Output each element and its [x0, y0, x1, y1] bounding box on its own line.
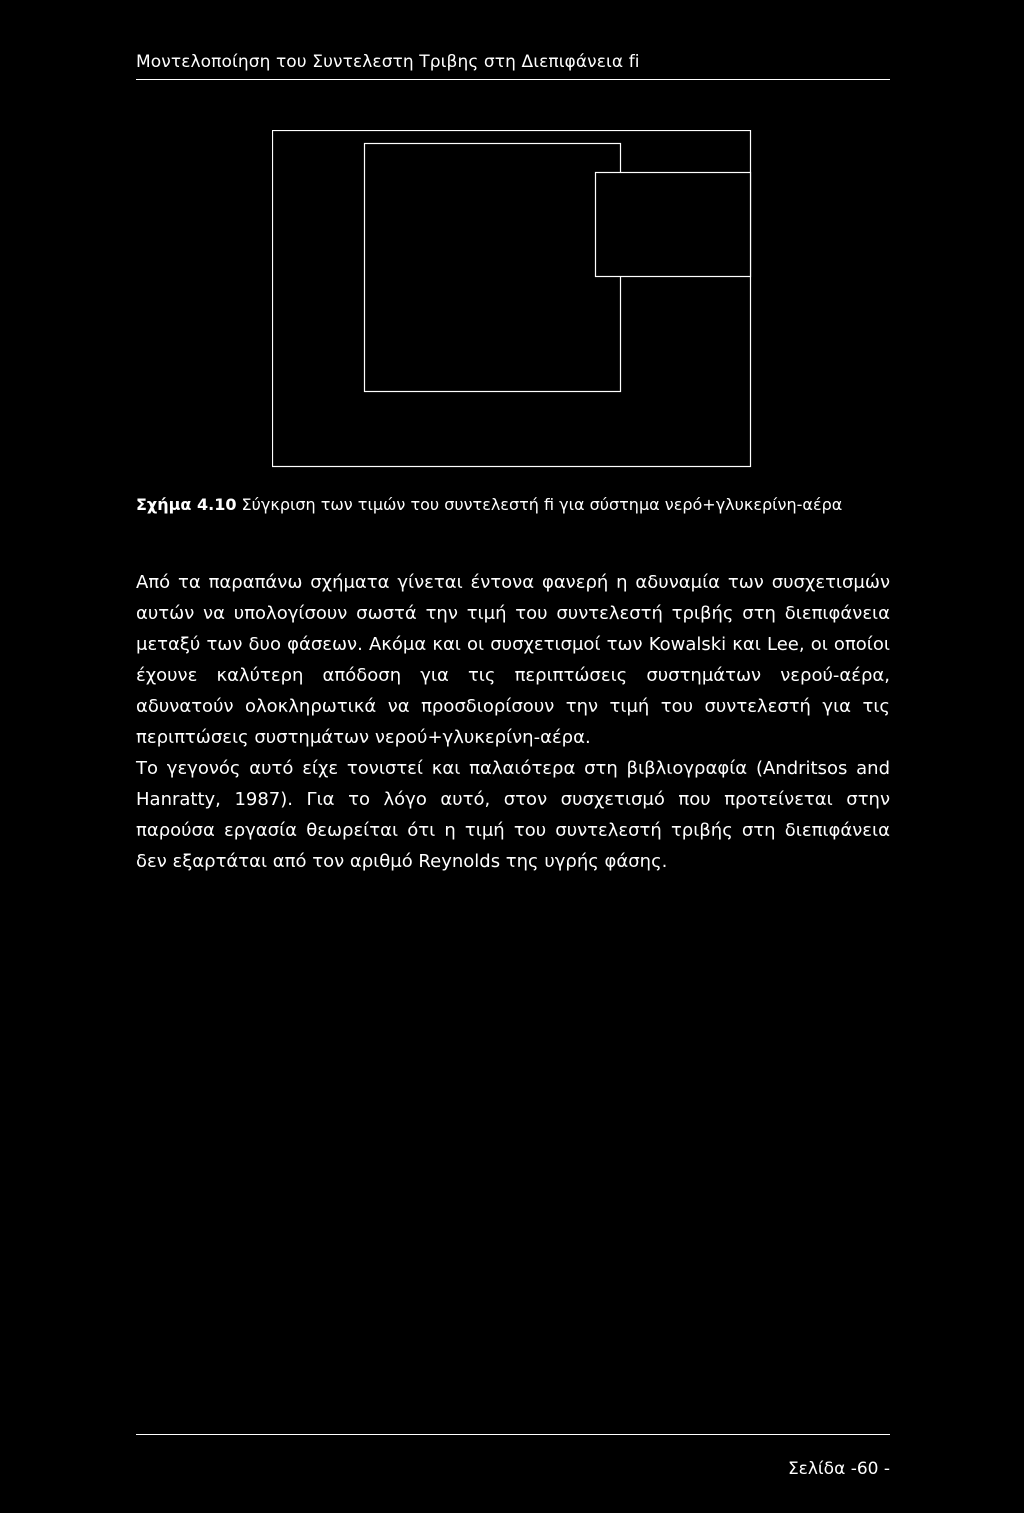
middle-frame	[365, 144, 621, 392]
figure-caption	[136, 495, 842, 514]
inset-frame	[596, 173, 751, 277]
figure-frames	[272, 130, 752, 468]
header-divider	[136, 79, 890, 80]
running-header: Μοντελοποίηση του Συντελεστη Τριβης στη Διεπιφάνεια fi	[136, 52, 640, 72]
caption-label: Σχήμα 4.10	[136, 495, 237, 514]
page-number: Σελίδα -60 -	[787, 1459, 890, 1479]
body-text	[136, 567, 890, 877]
footer-divider	[136, 1434, 890, 1435]
paragraph-1: Από τα παραπάνω σχήματα γίνεται έντονα φανερή η αδυναμία των συσχετισμών αυτών να υπολογίσουν σωστά την τιμή του συντελεστή τριβής στη διεπιφάνεια μεταξύ των δυο φάσεων. Ακόμα και οι συσχετισμοί των Kowalski και Lee, οι οποίοι έχουνε καλύτερη απόδοση για τις περιπτώσεις συστημάτων νερού-αέρα, αδυνατούν ολοκληρωτικά να προσδιορίσουν την τιμή του συντελεστή για τις περιπτώσεις συστημάτων νερού+γλυκερίνη-αέρα.	[136, 572, 890, 748]
figure-placeholder	[272, 130, 752, 468]
caption-text: Σύγκριση των τιμών του συντελεστή fi για σύστημα νερό+γλυκερίνη-αέρα	[241, 495, 843, 514]
paragraph-2: Το γεγονός αυτό είχε τονιστεί και παλαιότερα στη βιβλιογραφία (Andritsos and Hanratty, 1987). Για το λόγο αυτό, στον συσχετισμό που προτείνεται στην παρούσα εργασία θεωρείται ότι η τιμή του συντελεστή τριβής στη διεπιφάνεια δεν εξαρτάται από τον αριθμό Reynolds της υγρής φάσης.	[136, 758, 890, 872]
